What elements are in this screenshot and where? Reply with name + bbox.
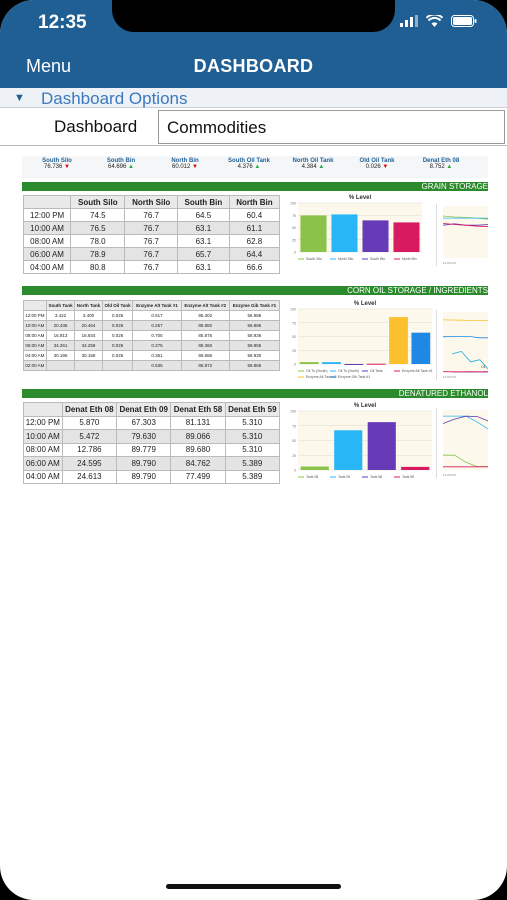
table-header-row: [24, 196, 280, 209]
y-tick-label: 25: [292, 238, 296, 243]
trend-x-label: 12:00 PM: [443, 375, 456, 379]
ticker-name: South Oil Tank: [228, 158, 270, 164]
column-header: South Tank: [46, 301, 74, 311]
ticker-value: 8.752 ▲: [429, 164, 453, 170]
table-row: [24, 430, 280, 444]
table-cell: 76.7: [125, 209, 177, 222]
corn-oil-header: CORN OIL STORAGE / INGREDIENTS: [22, 286, 488, 295]
ticker-name: Denat Eth 08: [422, 158, 460, 164]
table-cell: 08:00 AM: [24, 443, 63, 457]
bar: [331, 214, 357, 252]
column-header: Denat Eth 58: [171, 403, 225, 417]
table-cell: 74.5: [71, 209, 125, 222]
table-cell: 85.302: [181, 311, 229, 321]
grain-trend-chart: [436, 204, 488, 266]
arrow-down-icon: ▼: [382, 164, 389, 170]
ticker-value: 76.736 ▼: [44, 164, 70, 170]
arrow-up-icon: ▲: [254, 164, 261, 170]
bar: [389, 317, 408, 364]
table-row: [24, 321, 280, 331]
table-cell: 30.158: [75, 351, 103, 361]
table-row: [24, 235, 280, 248]
table-cell: 66.6: [229, 261, 279, 274]
table-cell: 0.026: [102, 351, 133, 361]
device-notch: [112, 0, 395, 32]
table-cell: 04:00 AM: [24, 470, 63, 484]
table-cell: 20.464: [75, 321, 103, 331]
menu-button[interactable]: Menu: [26, 56, 72, 76]
chart-title: % Level: [353, 301, 377, 307]
dashboard-options-label: Dashboard Options: [41, 89, 188, 108]
table-cell: 85.882: [181, 321, 229, 331]
wifi-icon: [426, 15, 443, 27]
table-cell: 12.786: [62, 443, 116, 457]
table-cell: 77.499: [171, 470, 225, 484]
grain-storage-table: [23, 195, 280, 274]
legend-label: North Silo: [338, 257, 354, 261]
table-cell: 24.613: [62, 470, 116, 484]
table-cell: 76.7: [125, 222, 177, 235]
column-header: North Silo: [125, 196, 177, 209]
legend-label: Tank 08: [306, 475, 319, 479]
table-cell: 0.026: [102, 331, 133, 341]
ticker-item: [154, 158, 216, 170]
column-header: North Bin: [229, 196, 279, 209]
ticker-name: Old Oil Tank: [359, 158, 395, 164]
column-header: Enzyme Gib Tank #1: [229, 301, 279, 311]
table-cell: 58.865: [229, 361, 279, 371]
table-cell: 58.955: [229, 341, 279, 351]
bar: [322, 362, 341, 364]
table-cell: 04:00 AM: [24, 261, 71, 274]
corn-oil-table: [23, 300, 280, 371]
ticker-item: [410, 158, 472, 170]
y-tick-label: 100: [290, 409, 296, 414]
dashboard-options-toggle[interactable]: [0, 88, 507, 108]
ticker-item: [346, 158, 408, 170]
column-header: Enzyme Alt Tank #1: [133, 301, 181, 311]
bar: [393, 222, 419, 252]
table-cell: 80.8: [71, 261, 125, 274]
table-cell: 12:00 PM: [24, 311, 47, 321]
y-tick-label: 100: [290, 307, 296, 312]
table-row: [24, 248, 280, 261]
ticker-bar: [22, 156, 488, 178]
table-cell: 84.762: [171, 457, 225, 471]
status-bar: [0, 0, 507, 46]
table-cell: 81.131: [171, 416, 225, 430]
table-row: [24, 443, 280, 457]
table-cell: 12:00 PM: [24, 209, 71, 222]
table-cell: 89.779: [117, 443, 171, 457]
arrow-up-icon: ▲: [128, 164, 134, 170]
table-cell: 0.705: [133, 331, 181, 341]
table-cell: 67.303: [117, 416, 171, 430]
table-cell: [102, 361, 133, 371]
column-header: [24, 403, 63, 417]
arrow-up-icon: ▲: [446, 164, 453, 170]
bar: [368, 422, 396, 470]
dashboard-select-label: Dashboard: [54, 117, 138, 136]
column-header: [24, 196, 71, 209]
column-header: Denat Eth 59: [225, 403, 279, 417]
legend-label: North Bin: [402, 257, 417, 261]
table-cell: 0.026: [102, 311, 133, 321]
table-cell: 30.196: [46, 351, 74, 361]
table-row: [24, 341, 280, 351]
table-cell: 0.535: [133, 361, 181, 371]
y-tick-label: 100: [290, 201, 296, 206]
table-cell: 06:00 AM: [24, 341, 47, 351]
table-cell: 0.026: [102, 321, 133, 331]
legend-label: Oil Tank: [370, 369, 383, 373]
chart-title: % Level: [348, 195, 372, 201]
grain-level-chart: [286, 192, 426, 270]
table-cell: 60.4: [229, 209, 279, 222]
signal-icon: [400, 15, 418, 27]
y-tick-label: 75: [292, 424, 296, 429]
ticker-item: [282, 158, 344, 170]
table-cell: 12:00 PM: [24, 416, 63, 430]
dashboard-content: [22, 152, 488, 492]
table-cell: 78.9: [71, 248, 125, 261]
ticker-value: 0.026 ▼: [365, 164, 389, 170]
table-cell: 0.257: [133, 321, 181, 331]
table-cell: 5.870: [62, 416, 116, 430]
trend-plot-area: [443, 312, 488, 372]
table-cell: 63.1: [177, 235, 229, 248]
dashboard-select-row: [0, 108, 507, 146]
table-cell: 85.876: [181, 331, 229, 341]
table-cell: 06:00 AM: [24, 248, 71, 261]
table-header-row: [24, 403, 280, 417]
table-cell: 79.630: [117, 430, 171, 444]
table-cell: 10:00 AM: [24, 321, 47, 331]
table-cell: 64.5: [177, 209, 229, 222]
table-cell: 34.261: [46, 341, 74, 351]
table-cell: 65.7: [177, 248, 229, 261]
legend-label: South Bin: [370, 257, 386, 261]
table-cell: 20.436: [46, 321, 74, 331]
table-header-row: [24, 301, 280, 311]
table-row: [24, 457, 280, 471]
table-cell: 64.4: [229, 248, 279, 261]
legend-label: Oil Tk (South): [306, 369, 328, 373]
corn-oil-trend-chart: [436, 310, 488, 380]
table-cell: 76.7: [125, 235, 177, 248]
table-cell: 5.310: [225, 443, 279, 457]
table-cell: 76.7: [125, 261, 177, 274]
bar: [301, 467, 329, 470]
y-tick-label: 75: [292, 321, 296, 326]
table-cell: 58.930: [229, 351, 279, 361]
caret-down-icon: ▼: [14, 92, 25, 104]
status-icons: [400, 15, 477, 27]
column-header: Old Oil Tank: [102, 301, 133, 311]
table-cell: 5.310: [225, 416, 279, 430]
table-cell: 58.936: [229, 331, 279, 341]
ticker-name: North Bin: [171, 158, 199, 164]
dashboard-select[interactable]: Commodities: [158, 110, 505, 144]
status-time: 12:35: [38, 12, 87, 33]
bar: [300, 215, 326, 252]
y-tick-label: 25: [292, 348, 296, 353]
y-tick-label: 50: [292, 226, 296, 230]
table-row: [24, 261, 280, 274]
grain-storage-header: GRAIN STORAGE: [22, 182, 488, 191]
bar: [367, 364, 386, 365]
table-cell: 10:00 AM: [24, 222, 71, 235]
chart-title: % Level: [353, 403, 377, 409]
y-tick-label: 50: [292, 439, 296, 443]
arrow-down-icon: ▼: [192, 164, 198, 170]
trend-x-label: 12:00 PM: [443, 473, 456, 477]
table-cell: 5.389: [225, 470, 279, 484]
table-cell: 16.913: [46, 331, 74, 341]
bar: [362, 220, 388, 252]
table-row: [24, 311, 280, 321]
legend-label: Enzyme Gib Tank #1: [338, 375, 371, 379]
table-cell: 0.517: [133, 311, 181, 321]
denatured-ethanol-table: [23, 402, 280, 484]
table-row: [24, 209, 280, 222]
table-row: [24, 361, 280, 371]
legend-label: Tank 09: [338, 475, 351, 479]
arrow-up-icon: ▲: [318, 164, 325, 170]
table-row: [24, 416, 280, 430]
ticker-item: [90, 158, 152, 170]
table-cell: 08:00 AM: [24, 235, 71, 248]
table-cell: 86.686: [181, 351, 229, 361]
column-header: Denat Eth 08: [62, 403, 116, 417]
column-header: North Tank: [75, 301, 103, 311]
ethanol-trend-chart: [436, 408, 488, 478]
trend-x-label: 12:00 PM: [443, 261, 456, 265]
ticker-value: 4.384 ▲: [301, 164, 325, 170]
table-cell: 86.360: [181, 341, 229, 351]
table-cell: 0.351: [133, 351, 181, 361]
table-cell: 63.1: [177, 261, 229, 274]
bar: [401, 467, 429, 470]
column-header: South Silo: [71, 196, 125, 209]
table-cell: 78.0: [71, 235, 125, 248]
table-cell: 56.986: [229, 311, 279, 321]
ticker-name: North Oil Tank: [292, 158, 334, 164]
table-cell: 56.986: [229, 321, 279, 331]
ticker-name: South Silo: [42, 158, 72, 164]
table-row: [24, 351, 280, 361]
table-cell: 63.1: [177, 222, 229, 235]
y-tick-label: 75: [292, 213, 296, 218]
column-header: [24, 301, 47, 311]
table-cell: 61.1: [229, 222, 279, 235]
arrow-down-icon: ▼: [64, 164, 70, 170]
ticker-item: [26, 158, 88, 170]
table-row: [24, 222, 280, 235]
table-cell: 89.066: [171, 430, 225, 444]
table-cell: 89.680: [171, 443, 225, 457]
battery-icon: [451, 15, 477, 27]
y-tick-label: 0: [294, 362, 296, 367]
y-tick-label: 50: [292, 335, 296, 339]
table-cell: 0.026: [102, 341, 133, 351]
trend-plot-area: [443, 410, 488, 470]
y-tick-label: 25: [292, 453, 296, 458]
table-cell: 89.790: [117, 457, 171, 471]
page-title: DASHBOARD: [193, 56, 314, 76]
table-cell: 16.934: [75, 331, 103, 341]
table-cell: 89.790: [117, 470, 171, 484]
bar: [411, 333, 430, 364]
bar: [300, 362, 319, 364]
legend-label: Enzyme Alt Tank #1: [402, 369, 433, 373]
table-cell: 5.310: [225, 430, 279, 444]
legend-label: South Silo: [306, 257, 322, 261]
nav-bar: [0, 46, 507, 88]
table-cell: 3.422: [46, 311, 74, 321]
legend-label: Tank 58: [370, 475, 383, 479]
table-cell: [75, 361, 103, 371]
ticker-item: [218, 158, 280, 170]
bar: [334, 430, 362, 470]
table-cell: 04:00 AM: [24, 351, 47, 361]
table-cell: 76.5: [71, 222, 125, 235]
legend-label: Tank 59: [402, 475, 415, 479]
table-cell: 08:00 AM: [24, 331, 47, 341]
trend-legend-label: Oil: [481, 365, 486, 369]
trend-plot-area: [443, 206, 488, 258]
column-header: Enzyme Alt Tank #2: [181, 301, 229, 311]
table-cell: 0.275: [133, 341, 181, 351]
y-tick-label: 0: [294, 468, 296, 473]
table-cell: 24.595: [62, 457, 116, 471]
table-row: [24, 331, 280, 341]
table-cell: 34.258: [75, 341, 103, 351]
table-cell: 02:00 AM: [24, 361, 47, 371]
column-header: South Bin: [177, 196, 229, 209]
table-row: [24, 470, 280, 484]
y-tick-label: 0: [294, 250, 296, 255]
ticker-value: 4.376 ▲: [237, 164, 261, 170]
home-indicator: [166, 884, 341, 889]
denatured-ethanol-header: DENATURED ETHANOL: [22, 389, 488, 398]
table-cell: 5.472: [62, 430, 116, 444]
ticker-value: 60.012 ▼: [172, 164, 198, 170]
table-cell: 3.400: [75, 311, 103, 321]
ethanol-level-chart: [286, 400, 436, 488]
bar: [344, 364, 363, 365]
table-cell: 86.872: [181, 361, 229, 371]
ticker-name: South Bin: [106, 158, 136, 164]
table-cell: [46, 361, 74, 371]
table-cell: 06:00 AM: [24, 457, 63, 471]
legend-label: Oil Tk (North): [338, 369, 359, 373]
table-cell: 76.7: [125, 248, 177, 261]
table-cell: 5.389: [225, 457, 279, 471]
table-cell: 10:00 AM: [24, 430, 63, 444]
table-cell: 62.8: [229, 235, 279, 248]
column-header: Denat Eth 09: [117, 403, 171, 417]
ticker-value: 64.696 ▲: [108, 164, 134, 170]
legend-label: Enzyme Alt Tank #2: [306, 375, 337, 379]
corn-oil-level-chart: [286, 298, 436, 382]
